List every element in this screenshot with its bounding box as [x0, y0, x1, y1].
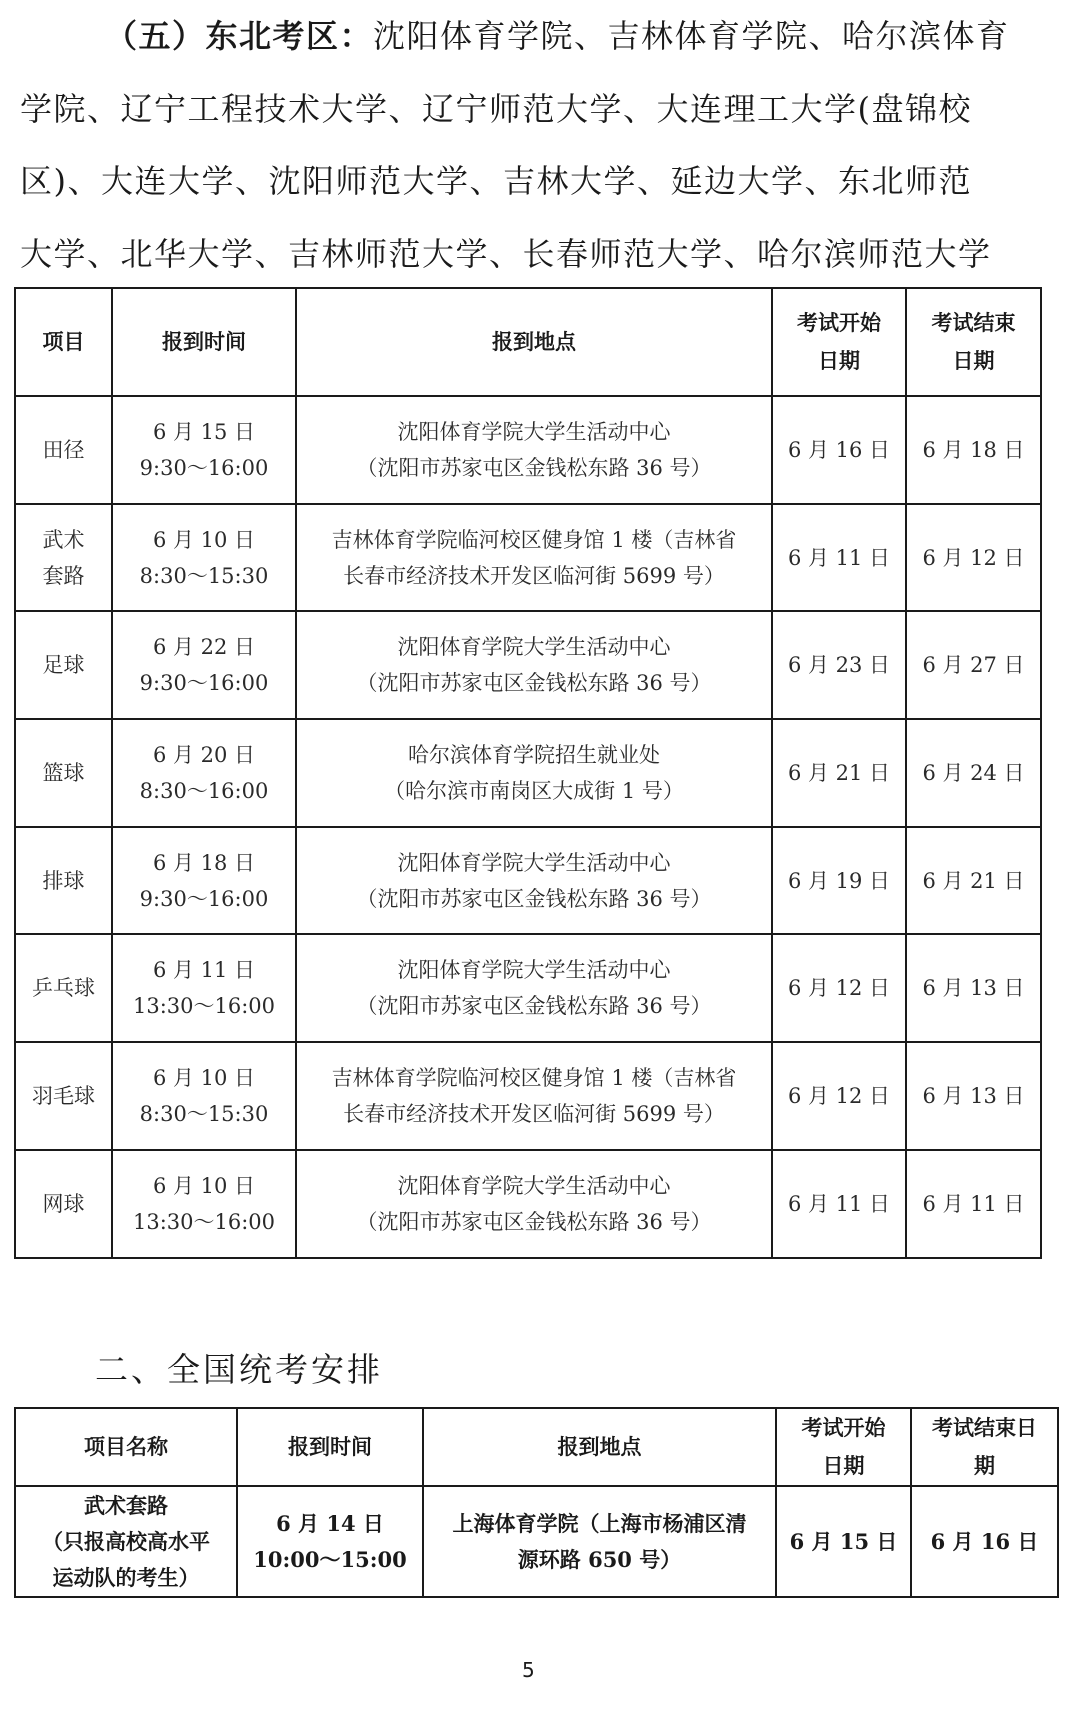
- cell-item: 网球: [15, 1150, 112, 1258]
- paragraph-line-1: （五）东北考区：沈阳体育学院、吉林体育学院、哈尔滨体育: [105, 17, 1010, 55]
- cell-item: 羽毛球: [15, 1042, 112, 1150]
- page-number: 5: [522, 1658, 535, 1682]
- cell-item: 田径: [15, 396, 112, 504]
- cell-item: 武术套路 （只报高校高水平 运动队的考生）: [15, 1486, 237, 1597]
- cell-checkin-place: 沈阳体育学院大学生活动中心 （沈阳市苏家屯区金钱松东路 36 号）: [296, 396, 772, 504]
- table-row: [15, 1150, 1041, 1258]
- cell-item: 武术 套路: [15, 504, 112, 612]
- header-checkin-time: 报到时间: [237, 1408, 423, 1486]
- cell-item: 排球: [15, 827, 112, 935]
- cell-checkin-time: 6 月 10 日 8:30～15:30: [112, 1042, 296, 1150]
- cell-checkin-time: 6 月 18 日 9:30～16:00: [112, 827, 296, 935]
- header-exam-start: 考试开始 日期: [772, 288, 906, 396]
- cell-checkin-time: 6 月 22 日 9:30～16:00: [112, 611, 296, 719]
- table-header-row: [15, 1408, 1058, 1486]
- table-row: [15, 719, 1041, 827]
- cell-exam-end: 6 月 18 日: [906, 396, 1041, 504]
- table-header-row: [15, 288, 1041, 396]
- cell-exam-end: 6 月 16 日: [911, 1486, 1058, 1597]
- cell-exam-start: 6 月 11 日: [772, 504, 906, 612]
- cell-checkin-place: 吉林体育学院临河校区健身馆 1 楼（吉林省 长春市经济技术开发区临河街 5699 号）: [296, 504, 772, 612]
- table-row: [15, 934, 1041, 1042]
- header-checkin-time: 报到时间: [112, 288, 296, 396]
- cell-checkin-time: 6 月 15 日 9:30～16:00: [112, 396, 296, 504]
- cell-exam-end: 6 月 27 日: [906, 611, 1041, 719]
- header-checkin-place: 报到地点: [423, 1408, 776, 1486]
- cell-checkin-time: 6 月 20 日 8:30～16:00: [112, 719, 296, 827]
- cell-exam-start: 6 月 12 日: [772, 1042, 906, 1150]
- table-row: [15, 1486, 1058, 1597]
- table-row: [15, 1042, 1041, 1150]
- table-row: [15, 504, 1041, 612]
- header-exam-start: 考试开始 日期: [776, 1408, 911, 1486]
- cell-checkin-place: 上海体育学院（上海市杨浦区清 源环路 650 号）: [423, 1486, 776, 1597]
- cell-exam-start: 6 月 12 日: [772, 934, 906, 1042]
- cell-exam-start: 6 月 15 日: [776, 1486, 911, 1597]
- cell-checkin-time: 6 月 10 日 13:30～16:00: [112, 1150, 296, 1258]
- national-exam-table: [14, 1407, 1059, 1598]
- cell-exam-end: 6 月 13 日: [906, 1042, 1041, 1150]
- cell-exam-start: 6 月 11 日: [772, 1150, 906, 1258]
- cell-exam-start: 6 月 23 日: [772, 611, 906, 719]
- cell-exam-end: 6 月 21 日: [906, 827, 1041, 935]
- cell-exam-end: 6 月 13 日: [906, 934, 1041, 1042]
- paragraph-line-2: 学院、辽宁工程技术大学、辽宁师范大学、大连理工大学(盘锦校: [20, 89, 972, 128]
- cell-checkin-place: 沈阳体育学院大学生活动中心 （沈阳市苏家屯区金钱松东路 36 号）: [296, 1150, 772, 1258]
- cell-checkin-place: 吉林体育学院临河校区健身馆 1 楼（吉林省 长春市经济技术开发区临河街 5699 号）: [296, 1042, 772, 1150]
- cell-exam-end: 6 月 24 日: [906, 719, 1041, 827]
- cell-exam-end: 6 月 12 日: [906, 504, 1041, 612]
- cell-checkin-place: 沈阳体育学院大学生活动中心 （沈阳市苏家屯区金钱松东路 36 号）: [296, 934, 772, 1042]
- cell-checkin-time: 6 月 10 日 8:30～15:30: [112, 504, 296, 612]
- cell-checkin-time: 6 月 11 日 13:30～16:00: [112, 934, 296, 1042]
- cell-exam-end: 6 月 11 日: [906, 1150, 1041, 1258]
- cell-checkin-place: 沈阳体育学院大学生活动中心 （沈阳市苏家屯区金钱松东路 36 号）: [296, 611, 772, 719]
- table-row: [15, 396, 1041, 504]
- section-title-national-exam: 二、全国统考安排: [95, 1350, 383, 1389]
- header-item: 项目: [15, 288, 112, 396]
- cell-exam-start: 6 月 19 日: [772, 827, 906, 935]
- paragraph-line-3: 区)、大连大学、沈阳师范大学、吉林大学、延边大学、东北师范: [20, 162, 972, 200]
- table-row: [15, 611, 1041, 719]
- cell-checkin-place: 哈尔滨体育学院招生就业处 （哈尔滨市南岗区大成街 1 号）: [296, 719, 772, 827]
- header-item-name: 项目名称: [15, 1408, 237, 1486]
- cell-item: 篮球: [15, 719, 112, 827]
- northeast-schedule-table: [14, 287, 1042, 1259]
- cell-checkin-place: 沈阳体育学院大学生活动中心 （沈阳市苏家屯区金钱松东路 36 号）: [296, 827, 772, 935]
- cell-checkin-time: 6 月 14 日 10:00～15:00: [237, 1486, 423, 1597]
- table-row: [15, 827, 1041, 935]
- header-checkin-place: 报到地点: [296, 288, 772, 396]
- cell-exam-start: 6 月 21 日: [772, 719, 906, 827]
- section-northeast-paragraph: [20, 0, 1065, 290]
- cell-exam-start: 6 月 16 日: [772, 396, 906, 504]
- paragraph-line-4: 大学、北华大学、吉林师范大学、长春师范大学、哈尔滨师范大学: [20, 234, 992, 273]
- cell-item: 乒乓球: [15, 934, 112, 1042]
- section-heading: （五）东北考区：: [105, 17, 374, 55]
- cell-item: 足球: [15, 611, 112, 719]
- header-exam-end: 考试结束 日期: [906, 288, 1041, 396]
- header-exam-end: 考试结束日 期: [911, 1408, 1058, 1486]
